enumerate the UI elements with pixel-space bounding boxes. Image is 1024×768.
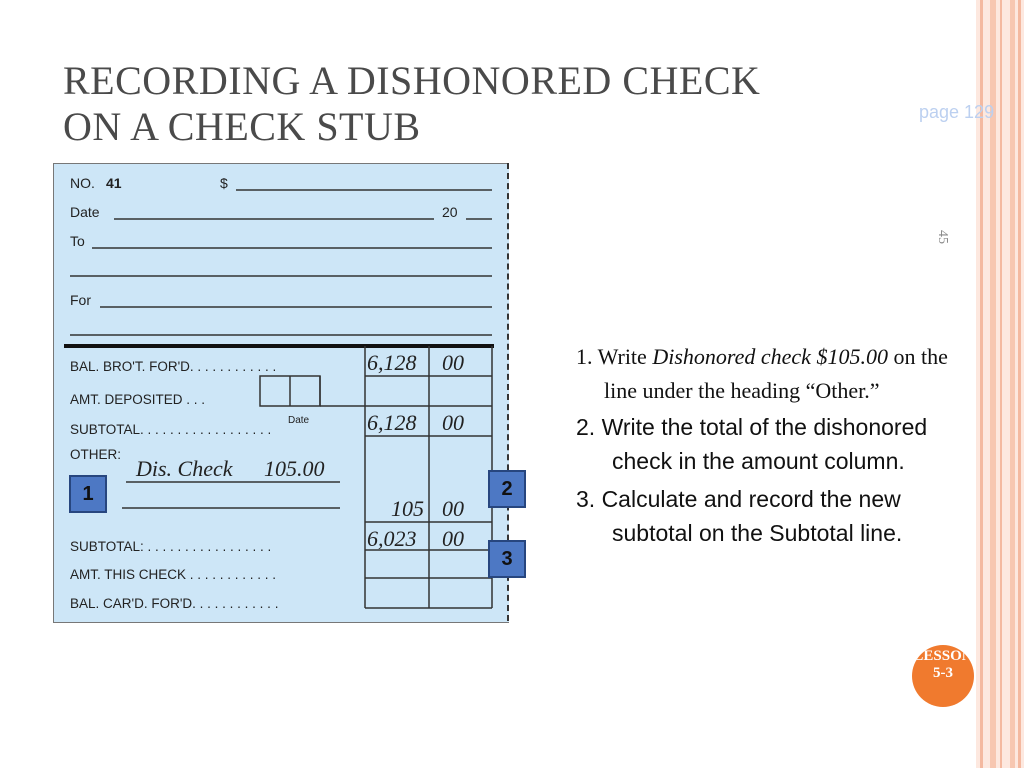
subtotal2-dollars: 6,023: [367, 526, 417, 551]
slide-number: 45: [935, 230, 950, 244]
bal-brot-dollars: 6,128: [367, 350, 417, 375]
stub-for-label: For: [70, 292, 91, 308]
instructions: [576, 340, 976, 550]
stub-other-label: OTHER:: [70, 447, 122, 462]
stub-to-label: To: [70, 233, 85, 249]
instruction-step-3: 3. Calculate and record the new subtotal on the Subtotal line.: [576, 486, 903, 546]
instruction-step-1-emphasis: Dishonored check $105.00: [652, 344, 888, 369]
lesson-badge: LESSON 5-3: [912, 645, 974, 707]
subtotal2-cents: 00: [442, 526, 464, 551]
callout-1: 1: [69, 475, 107, 513]
stub-bal-card-label: BAL. CAR'D. FOR'D. . . . . . . . . . . .: [70, 596, 279, 611]
instruction-step-1: 1. Write Dishonored check $105.00 on the line under the heading “Other.”: [576, 344, 948, 403]
subtotal-cents: 00: [442, 410, 464, 435]
stub-subtotal-label: SUBTOTAL. . . . . . . . . . . . . . . . . .: [70, 422, 272, 437]
instruction-step-2: 2. Write the total of the dishonored check in the amount column.: [576, 414, 928, 474]
page-reference: page 129: [919, 102, 995, 122]
callout-3: 3: [488, 540, 526, 578]
stub-deposit-date-label: Date: [288, 415, 310, 426]
stub-no-label: NO.: [70, 175, 95, 191]
callout-2: 2: [488, 470, 526, 508]
stub-dollar-sign: $: [220, 175, 228, 191]
stub-bal-brot-label: BAL. BRO'T. FOR'D. . . . . . . . . . . .: [70, 359, 277, 374]
subtotal-dollars: 6,128: [367, 410, 417, 435]
bal-brot-cents: 00: [442, 350, 464, 375]
stub-no-value: 41: [106, 175, 122, 191]
title-line-2: ON A CHECK STUB: [63, 104, 421, 149]
stub-amt-this-check-label: AMT. THIS CHECK . . . . . . . . . . . .: [70, 567, 277, 582]
stub-year-prefix: 20: [442, 204, 458, 220]
title-line-1: RECORDING A DISHONORED CHECK: [63, 58, 761, 103]
amount-dollars: 105: [391, 496, 424, 521]
other-entry-amount: 105.00: [264, 456, 325, 481]
other-entry-text: Dis. Check: [136, 456, 233, 481]
amount-cents: 00: [442, 496, 464, 521]
stub-date-label: Date: [70, 204, 100, 220]
check-stub: [53, 163, 509, 623]
stub-subtotal2-label: SUBTOTAL: . . . . . . . . . . . . . . . . .: [70, 539, 272, 554]
stub-amt-deposited-label: AMT. DEPOSITED . . .: [70, 392, 206, 407]
slide-title: [63, 58, 923, 150]
